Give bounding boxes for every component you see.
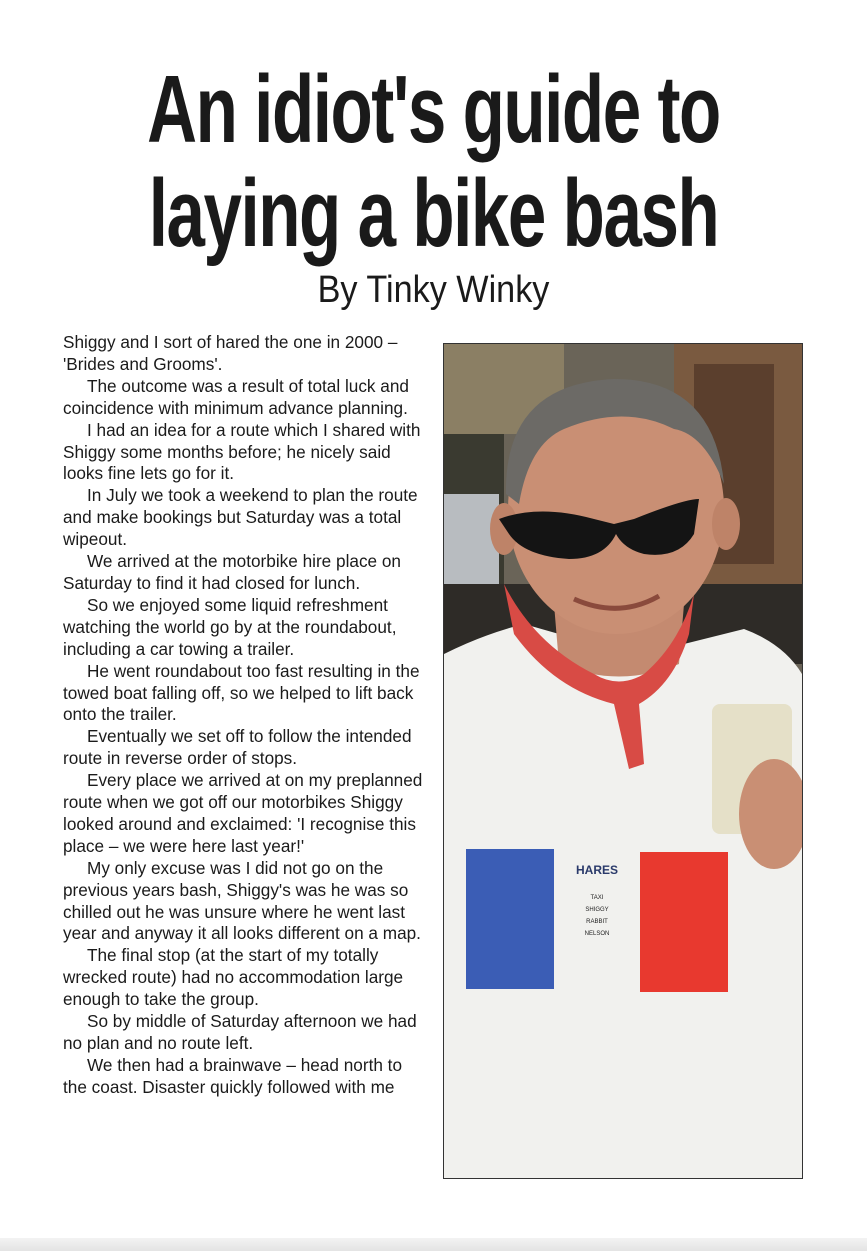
title-line-1: An idiot's guide to <box>147 56 720 163</box>
article-title <box>121 58 745 266</box>
shirt-text: HARES <box>575 863 619 877</box>
article-photo <box>443 343 803 1179</box>
byline: By Tinky Winky <box>317 269 550 311</box>
flag-blue-stripe <box>466 849 554 989</box>
paragraph: So by middle of Saturday afternoon we had no plan and no route left. <box>63 1011 417 1053</box>
title-line-2: laying a bike bash <box>148 160 719 267</box>
shirt-name: TAXI <box>590 895 604 901</box>
shirt-name: NELSON <box>584 931 610 937</box>
paragraph: The outcome was a result of total luck and coincidence with minimum advance planning. <box>63 375 409 418</box>
shirt-name: SHIGGY <box>585 907 609 913</box>
paragraph: The final stop (at the start of my totally wrecked route) had no accommodation large enough to take the group. <box>63 945 404 1010</box>
paragraph: We then had a brainwave – head north to the coast. Disaster quickly followed with me <box>63 1054 403 1097</box>
paragraph: Shiggy and I sort of hared the one in 2000 – 'Brides and Grooms'. <box>63 332 398 374</box>
flag-red-stripe <box>640 852 728 992</box>
article-body <box>63 332 428 1099</box>
paragraph: I had an idea for a route which I shared with Shiggy some months before; he nicely said looks fine lets go for it. <box>63 419 421 484</box>
photo-man-in-hares-shirt <box>444 344 802 1178</box>
paragraph: Eventually we set off to follow the intended route in reverse order of stops. <box>63 726 412 769</box>
paragraph: He went roundabout too fast resulting in the towed boat falling off, so we helped to lift back onto the trailer. <box>63 660 420 725</box>
paragraph: So we enjoyed some liquid refreshment watching the world go by at the roundabout, including a car towing a trailer. <box>63 594 397 659</box>
page-bottom-edge <box>0 1238 867 1251</box>
paragraph: We arrived at the motorbike hire place on Saturday to find it had closed for lunch. <box>63 551 401 593</box>
shirt-name: RABBIT <box>586 919 608 925</box>
paragraph: Every place we arrived at on my preplanned route when we got off our motorbikes Shiggy looked around and exclaimed: 'I recognise this place – we were here last year!' <box>63 770 423 856</box>
paragraph: In July we took a weekend to plan the route and make bookings but Saturday was a total wipeout. <box>63 485 418 550</box>
paragraph: My only excuse was I did not go on the previous years bash, Shiggy's was he was so chilled out he was unsure where he went last year and anyway it all looks different on a map. <box>63 857 421 944</box>
